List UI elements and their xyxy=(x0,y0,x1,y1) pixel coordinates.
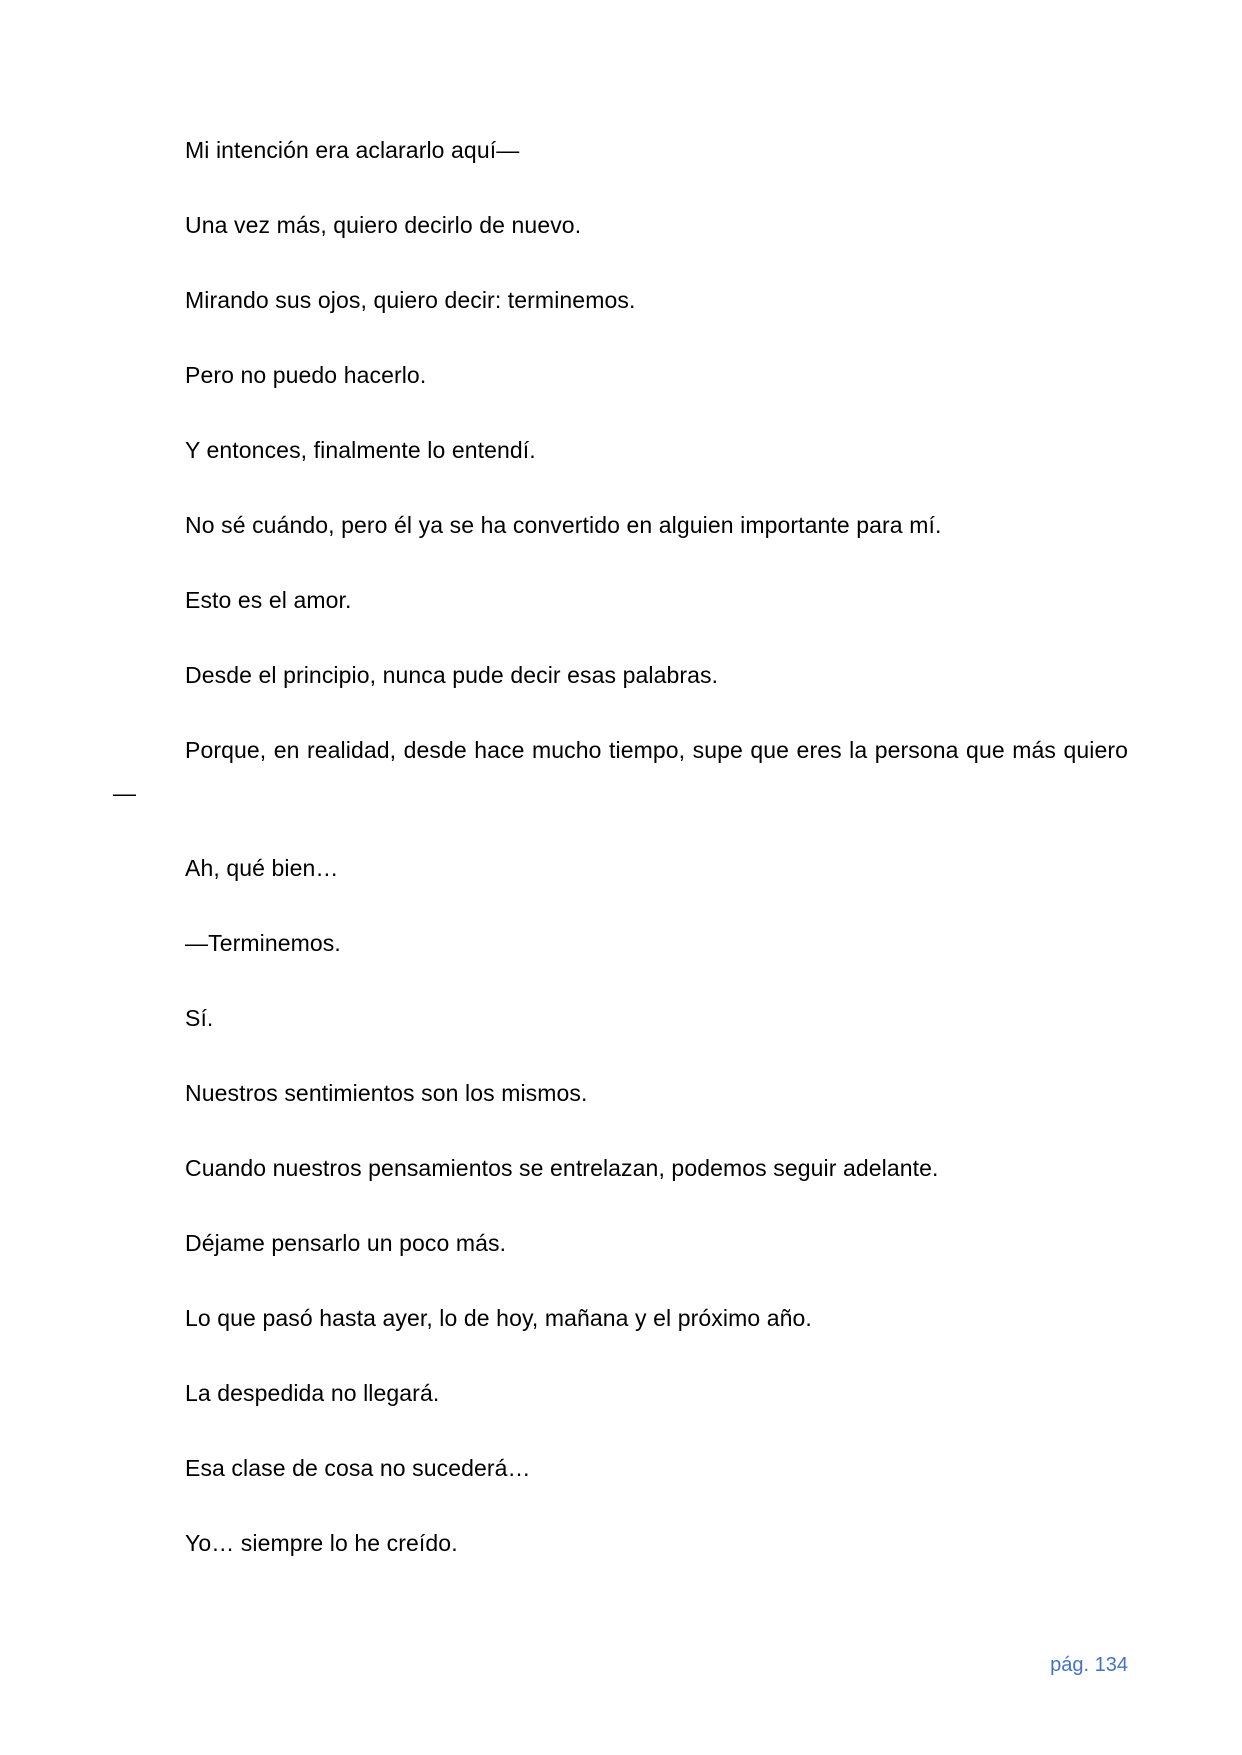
paragraph: Esa clase de cosa no sucederá… xyxy=(185,1455,531,1481)
paragraph: Mi intención era aclararlo aquí— xyxy=(185,137,520,163)
paragraph: Una vez más, quiero decirlo de nuevo. xyxy=(185,212,582,238)
paragraph: Sí. xyxy=(185,1005,214,1031)
paragraph: —Terminemos. xyxy=(185,930,341,956)
paragraph: Esto es el amor. xyxy=(185,587,352,613)
paragraph: Cuando nuestros pensamientos se entrelazan, podemos seguir adelante. xyxy=(185,1155,939,1181)
paragraph: Mirando sus ojos, quiero decir: terminemos. xyxy=(185,287,636,313)
paragraph: Porque, en realidad, desde hace mucho tiempo, supe que eres la persona que más quiero— xyxy=(113,737,1128,806)
paragraph: No sé cuándo, pero él ya se ha convertido en alguien importante para mí. xyxy=(185,512,942,538)
paragraph: Lo que pasó hasta ayer, lo de hoy, mañana y el próximo año. xyxy=(185,1305,812,1331)
paragraph: Nuestros sentimientos son los mismos. xyxy=(185,1080,588,1106)
paragraph: Desde el principio, nunca pude decir esas palabras. xyxy=(185,662,719,688)
page-number: pág. 134 xyxy=(1050,1654,1128,1676)
paragraph: Y entonces, finalmente lo entendí. xyxy=(185,437,536,463)
paragraph: Yo… siempre lo he creído. xyxy=(185,1530,458,1556)
paragraph: Ah, qué bien… xyxy=(185,855,339,881)
paragraph: Pero no puedo hacerlo. xyxy=(185,362,427,388)
paragraph: La despedida no llegará. xyxy=(185,1380,440,1406)
document-body xyxy=(113,129,1128,1597)
page-footer xyxy=(113,1652,1128,1678)
paragraph: Déjame pensarlo un poco más. xyxy=(185,1230,507,1256)
